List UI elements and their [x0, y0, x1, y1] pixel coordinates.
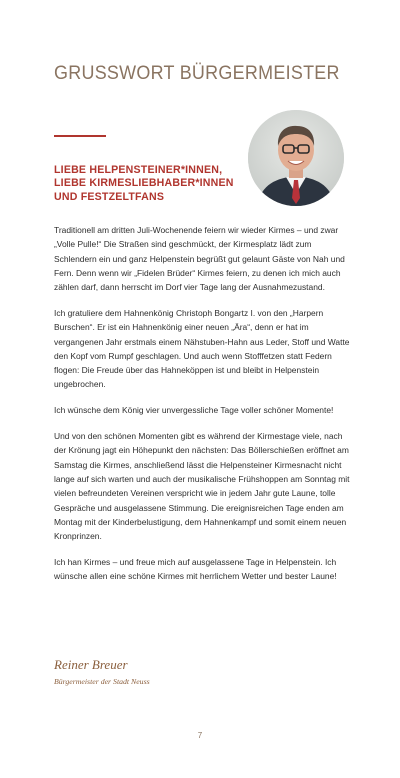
salutation-heading: [54, 164, 274, 204]
signature-role: Bürgermeister der Stadt Neuss: [54, 677, 150, 686]
page-number: 7: [197, 731, 203, 740]
salutation-line: LIEBE KIRMESLIEBHABER*INNEN: [54, 177, 234, 190]
salutation-line: UND FESTZELTFANS: [54, 190, 165, 203]
accent-divider: [54, 135, 106, 137]
salutation-line: LIEBE HELPENSTEINER*INNEN,: [54, 164, 223, 176]
signature-name: Reiner Breuer: [54, 657, 128, 672]
paragraph: Traditionell am dritten Juli-Wochenende feiern wir wieder Kirmes – und zwar „Volle Pulle!“ Die Straßen sind geschmückt, der Kirmesplatz lädt zum Schlendern ein und ganz Helpenstein begrüßt gut gelaunt Gäste von Nah und Fern. Denn wenn wir „Fidelen Brüder“ Kirmes feiern, zu denen ich mich auch zählen darf, dann herrscht im Dorf vier Tage lang der Ausnahmezustand.: [54, 225, 345, 293]
paragraph: Ich han Kirmes – und freue mich auf ausgelassene Tage in Helpenstein. Ich wünsche allen eine schöne Kirmes mit herrlichem Wetter und bester Laune!: [54, 556, 337, 582]
paragraph: Ich gratuliere dem Hahnenkönig Christoph Bongartz I. von den „Harpern Burschen“. Er ist ein Hahnenkönig einer neuen „Ära“, denn er hat im vergangenen Jahr erstmals einem Nähstuben-Hahn aus Leder, Stoff und Watte den Kopf vom Rumpf geschlagen. Und auch wenn Stofffetzen statt Federn flogen: Die Freude über das Hahneköppen ist und bleibt in Helpenstein ungebrochen.: [54, 307, 350, 390]
letter-body: [54, 223, 350, 595]
page-title: GRUSSWORT BÜRGERMEISTER: [54, 62, 340, 84]
paragraph: Ich wünsche dem König vier unvergessliche Tage voller schöner Momente!: [54, 405, 334, 416]
paragraph: Und von den schönen Momenten gibt es während der Kirmestage viele, nach der Krönung jagt ein Höhepunkt den nächsten: Das Böllerschießen eröffnet am Samstag die Kirmes, anschließend lässt die Helpensteiner Kirmesnacht nicht lange auf sich warten und auch der musikalische Frühshoppen am Sonntag mit vielen befreundeten Vereinen verspricht wie in jedem Jahr gute Laune, tolle Gespräche und ausgelassene Stimmung. Die ereignisreichen Tage enden am Montag mit der Kinderbelustigung, dem Hahnenkampf und somit einem neuen Kronprinzen.: [54, 431, 350, 542]
